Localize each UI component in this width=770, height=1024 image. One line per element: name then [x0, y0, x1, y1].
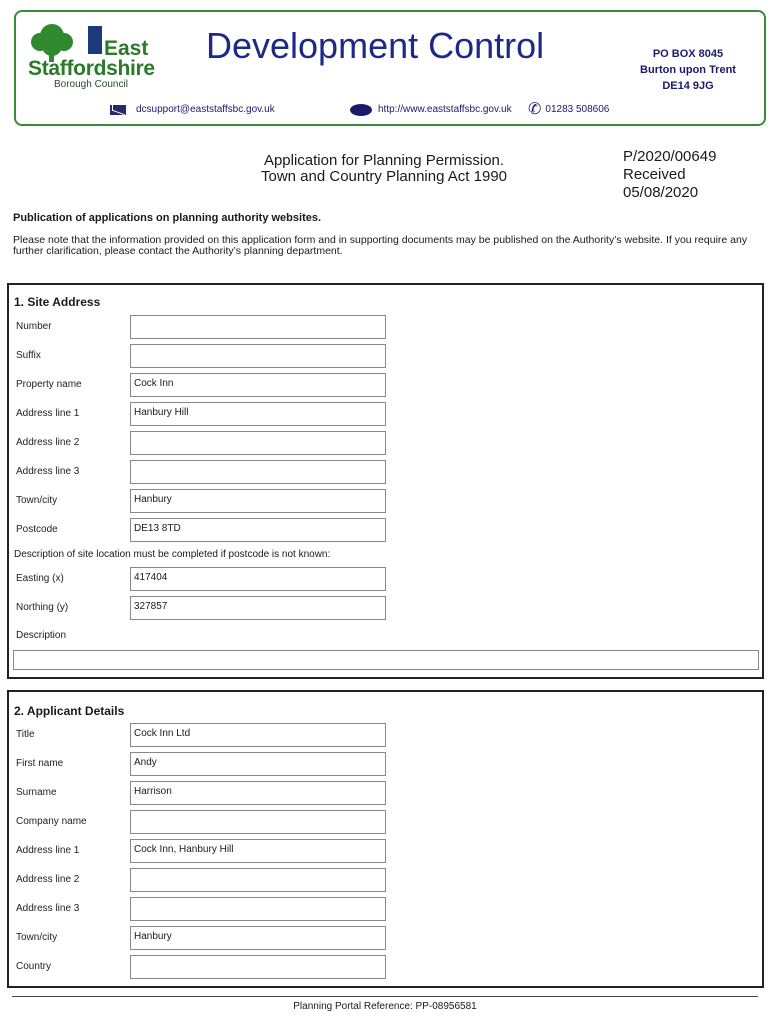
applicant-address-line-3-field[interactable]	[130, 897, 386, 921]
mouse-icon	[350, 104, 372, 116]
reference-number: P/2020/00649	[623, 148, 717, 165]
logo-staffordshire-text: Staffordshire	[28, 57, 155, 80]
field-label: Property name	[16, 379, 82, 390]
logo-borough-text: Borough Council	[54, 79, 128, 90]
number-field[interactable]	[130, 315, 386, 339]
field-label: Company name	[16, 816, 87, 827]
council-logo	[28, 22, 178, 92]
surname-field[interactable]: Harrison	[130, 781, 386, 805]
field-label: Address line 3	[16, 903, 80, 914]
field-label: Title	[16, 729, 35, 740]
form-row-first-name	[16, 752, 396, 778]
form-row-town-city	[16, 489, 396, 515]
section-title: 2. Applicant Details	[14, 704, 125, 718]
footer-divider	[12, 996, 758, 997]
applicant-town-city-field[interactable]: Hanbury	[130, 926, 386, 950]
postal-address	[628, 46, 748, 94]
postcode-field[interactable]: DE13 8TD	[130, 518, 386, 542]
application-reference	[623, 148, 716, 202]
form-row-address-line-3	[16, 460, 396, 486]
phone-number: 01283 508606	[545, 104, 610, 115]
form-row-company-name	[16, 810, 396, 836]
form-row-suffix	[16, 344, 396, 370]
field-label: Town/city	[16, 932, 58, 943]
company-name-field[interactable]	[130, 810, 386, 834]
application-title	[234, 153, 534, 185]
form-row-applicant-address-line-2	[16, 868, 396, 894]
address-line: PO BOX 8045	[652, 48, 724, 60]
application-title-line: Town and Country Planning Act 1990	[261, 168, 507, 185]
website-contact	[350, 104, 512, 116]
form-row-country	[16, 955, 396, 981]
reference-status: Received	[623, 166, 686, 183]
form-row-surname	[16, 781, 396, 807]
website-link[interactable]: http://www.eaststaffsbc.gov.uk	[378, 104, 512, 115]
field-label: Postcode	[16, 524, 58, 535]
field-label: Address line 1	[16, 845, 80, 856]
field-label: Town/city	[16, 495, 58, 506]
form-row-address-line-2	[16, 431, 396, 457]
address-line-1-field[interactable]: Hanbury Hill	[130, 402, 386, 426]
email-link[interactable]: dcsupport@eaststaffsbc.gov.uk	[136, 104, 275, 115]
field-label: First name	[16, 758, 64, 769]
page-title: Development Control	[206, 25, 545, 66]
phone-contact	[528, 101, 610, 118]
field-label: Easting (x)	[16, 573, 64, 584]
description-label: Description	[16, 630, 67, 641]
property-name-field[interactable]: Cock Inn	[130, 373, 386, 397]
form-row-number	[16, 315, 396, 341]
address-line: DE14 9JG	[662, 80, 714, 92]
application-title-line: Application for Planning Permission.	[263, 152, 505, 169]
applicant-details-section	[7, 690, 764, 988]
field-label: Northing (y)	[16, 602, 69, 613]
field-label: Country	[16, 961, 52, 972]
address-line-3-field[interactable]	[130, 460, 386, 484]
publication-notice: Please note that the information provided on this application form and in supporting documents may be published on the Authority’s website. If you require any further clarification, please contact the Authority’s planning department.	[13, 234, 748, 257]
field-label: Surname	[16, 787, 57, 798]
field-label: Suffix	[16, 350, 41, 361]
email-contact	[110, 104, 275, 116]
reference-date: 05/08/2020	[623, 184, 699, 201]
publication-heading: Publication of applications on planning authority websites.	[13, 212, 322, 224]
title-field[interactable]: Cock Inn Ltd	[130, 723, 386, 747]
easting-field[interactable]: 417404	[130, 567, 386, 591]
form-row-northing	[16, 596, 396, 622]
applicant-address-line-2-field[interactable]	[130, 868, 386, 892]
first-name-field[interactable]: Andy	[130, 752, 386, 776]
phone-icon: ✆	[528, 101, 542, 118]
description-field[interactable]	[13, 650, 759, 670]
applicant-address-line-1-field[interactable]: Cock Inn, Hanbury Hill	[130, 839, 386, 863]
address-line: Burton upon Trent	[640, 64, 736, 76]
footer-reference: Planning Portal Reference: PP-08956581	[293, 1001, 477, 1012]
form-row-applicant-town-city	[16, 926, 396, 952]
field-label: Address line 2	[16, 874, 80, 885]
form-row-title	[16, 723, 396, 749]
field-label: Address line 3	[16, 466, 80, 477]
field-label: Address line 1	[16, 408, 80, 419]
field-label: Address line 2	[16, 437, 80, 448]
form-row-property-name	[16, 373, 396, 399]
header-banner	[14, 10, 766, 126]
form-row-applicant-address-line-3	[16, 897, 396, 923]
logo-square	[88, 26, 102, 54]
northing-field[interactable]: 327857	[130, 596, 386, 620]
logo-east-text: East	[104, 37, 149, 60]
address-line-2-field[interactable]	[130, 431, 386, 455]
town-city-field[interactable]: Hanbury	[130, 489, 386, 513]
form-row-address-line-1	[16, 402, 396, 428]
site-location-note: Description of site location must be completed if postcode is not known:	[14, 549, 331, 560]
envelope-icon	[110, 105, 126, 115]
form-row-easting	[16, 567, 396, 593]
suffix-field[interactable]	[130, 344, 386, 368]
form-row-applicant-address-line-1	[16, 839, 396, 865]
form-row-postcode	[16, 518, 396, 544]
field-label: Number	[16, 321, 52, 332]
country-field[interactable]	[130, 955, 386, 979]
site-address-section	[7, 283, 764, 679]
section-title: 1. Site Address	[14, 295, 101, 309]
